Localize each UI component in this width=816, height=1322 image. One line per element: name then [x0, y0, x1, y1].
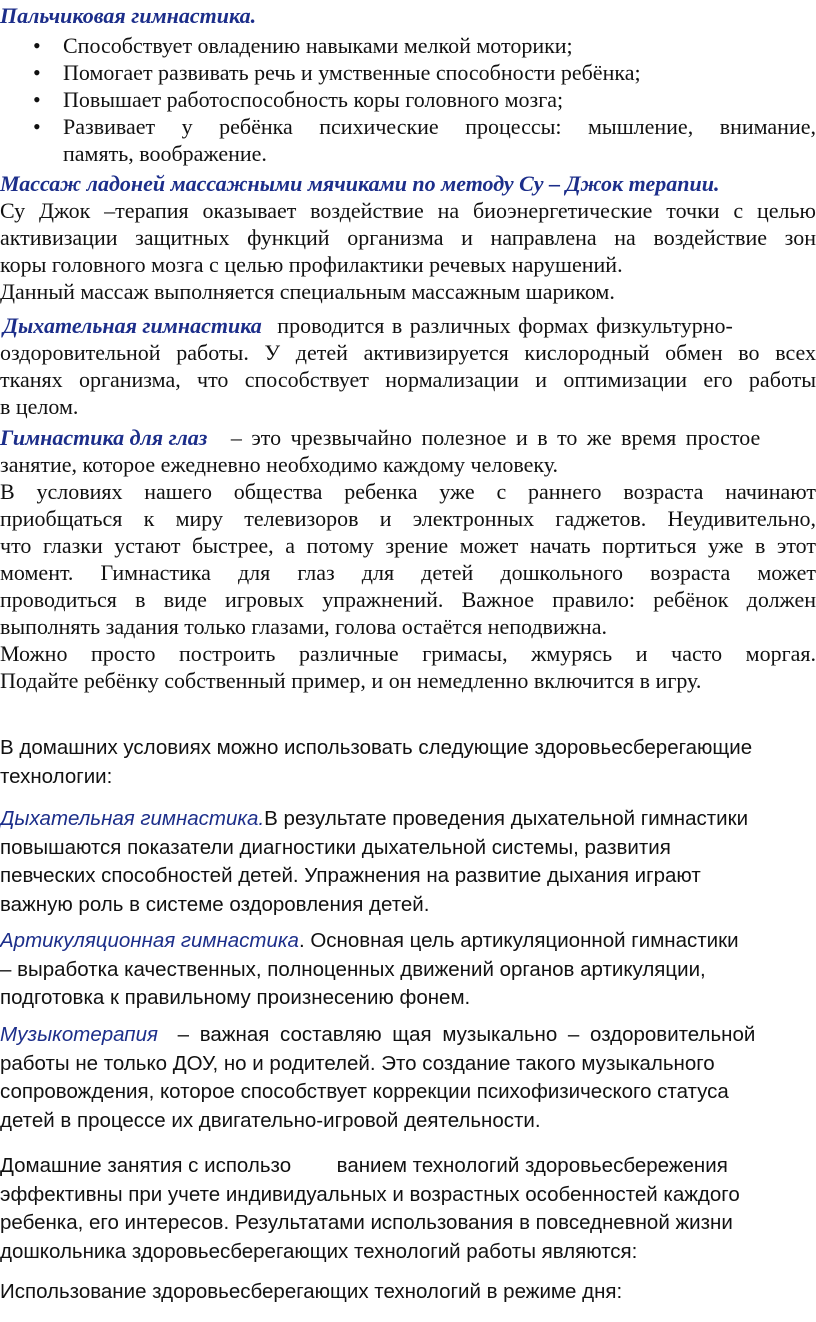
paragraph-line: В условиях нашего общества ребенка уже с раннего возраста начинают	[0, 479, 816, 504]
bullet-icon: •	[33, 87, 41, 112]
list-item-text-continued: память, воображение.	[63, 141, 267, 166]
paragraph-line: проводиться в виде игровых упражнений. Важное правило: ребёнок должен	[0, 587, 816, 612]
bullet-icon: •	[33, 60, 41, 85]
list-item	[0, 113, 816, 167]
breathing-title: Дыхательная гимнастика	[3, 313, 262, 338]
paragraph-line: сопровождения, которое способствует коррекции психофизического статуса	[0, 1080, 729, 1103]
massage-title: Массаж ладоней массажными мячиками по методу Су – Джок терапии.	[0, 171, 720, 196]
paragraph-line: В домашних условиях можно использовать следующие здоровьесберегающие	[0, 736, 753, 759]
paragraph-line: что глазки устают быстрее, а потому зрение может начать портиться уже в этот	[0, 533, 816, 558]
paragraph-line: Данный массаж выполняется специальным массажным шариком.	[0, 279, 615, 304]
paragraph-line: – выработка качественных, полноценных движений органов артикуляции,	[0, 957, 706, 981]
paragraph-line: Су Джок –терапия оказывает воздействие на биоэнергетические точки с целью	[0, 198, 816, 223]
bullet-icon: •	[33, 114, 41, 139]
usage-section	[0, 1278, 816, 1307]
paragraph-line: детей в процессе их двигательно-игровой деятельности.	[0, 1108, 541, 1132]
paragraph-line: Можно просто построить различные гримасы, жмурясь и часто моргая.	[0, 641, 816, 666]
eye-gymnastics-title: Гимнастика для глаз	[0, 425, 208, 450]
bullet-icon: •	[33, 33, 41, 58]
breathing-section	[0, 312, 816, 420]
paragraph-line: подготовка к правильному произнесению фонем.	[0, 986, 471, 1009]
paragraph-line: певческих способностей детей. Упражнения на развитие дыхания играют	[0, 864, 701, 887]
summary-section	[0, 1152, 816, 1266]
eye-gymnastics-section	[0, 424, 816, 694]
list-item	[0, 59, 816, 86]
music-therapy-section	[0, 1021, 816, 1135]
list-item-text: Способствует овладению навыками мелкой моторики;	[63, 33, 573, 58]
paragraph-line: повышаются показатели диагностики дыхательной системы, развития	[0, 835, 671, 859]
paragraph-line: ребенка, его интересов. Результатами использования в повседневной жизни	[0, 1211, 733, 1234]
home-breathing-first-line: Дыхательная гимнастика.В результате проведения дыхательной гимнастики	[0, 807, 749, 830]
paragraph-line: важную роль в системе оздоровления детей.	[0, 892, 430, 916]
paragraph-line: Домашние занятия с использо ванием технологий здоровьесбережения	[0, 1154, 728, 1177]
home-breathing-section	[0, 805, 816, 919]
list-item	[0, 32, 816, 59]
paragraph-line: приобщаться к миру телевизоров и электронных гаджетов. Неудивительно,	[0, 506, 816, 531]
paragraph-line: оздоровительной работы. У детей активизируется кислородный обмен во всех	[0, 340, 816, 365]
paragraph-line: тканях организма, что способствует нормализации и оптимизации его работы	[0, 367, 816, 392]
paragraph-line: Подайте ребёнку собственный пример, и он немедленно включится в игру.	[0, 668, 702, 693]
music-therapy-title: Музыкотерапия	[0, 1023, 158, 1046]
finger-gymnastics-title: Пальчиковая гимнастика.	[0, 3, 257, 28]
finger-gymnastics-section	[0, 2, 816, 166]
list-item-text: Помогает развивать речь и умственные способности ребёнка;	[63, 60, 641, 85]
articulation-title: Артикуляционная гимнастика	[0, 929, 299, 952]
paragraph-line: в целом.	[0, 394, 79, 419]
paragraph-line: момент. Гимнастика для глаз для детей дошкольного возраста может	[0, 560, 816, 585]
breathing-first-line: Дыхательная гимнастика проводится в различных формах физкультурно-	[3, 313, 733, 338]
usage-line: Использование здоровьесберегающих технологий в режиме дня:	[0, 1280, 623, 1303]
home-breathing-title: Дыхательная гимнастика.	[0, 807, 265, 830]
paragraph-line: активизации защитных функций организма и направлена на воздействие зон	[0, 225, 816, 250]
paragraph-line: работы не только ДОУ, но и родителей. Это создание такого музыкального	[0, 1051, 715, 1075]
massage-section	[0, 170, 816, 305]
paragraph-line: коры головного мозга с целью профилактики речевых нарушений.	[0, 252, 623, 277]
paragraph-line: выполнять задания только глазами, голова остаётся неподвижна.	[0, 614, 607, 639]
paragraph-line: занятие, которое ежедневно необходимо каждому человеку.	[0, 452, 559, 477]
paragraph-line: технологии:	[0, 764, 113, 788]
articulation-section	[0, 927, 816, 1013]
eye-gymnastics-first-line: Гимнастика для глаз – это чрезвычайно полезное и в то же время простое	[0, 425, 761, 450]
paragraph-line: дошкольника здоровьесберегающих технологий работы являются:	[0, 1239, 638, 1263]
list-item-text: Повышает работоспособность коры головного мозга;	[63, 87, 564, 112]
paragraph-line: эффективны при учете индивидуальных и возрастных особенностей каждого	[0, 1182, 740, 1206]
home-intro-section	[0, 734, 816, 791]
music-therapy-first-line: Музыкотерапия – важная составляю щая музыкально – оздоровительной	[0, 1023, 756, 1046]
finger-gymnastics-list	[0, 32, 816, 167]
list-item-text: Развивает у ребёнка психические процессы: мышление, внимание,	[63, 114, 816, 139]
list-item	[0, 86, 816, 113]
articulation-first-line: Артикуляционная гимнастика. Основная цель артикуляционной гимнастики	[0, 929, 739, 952]
